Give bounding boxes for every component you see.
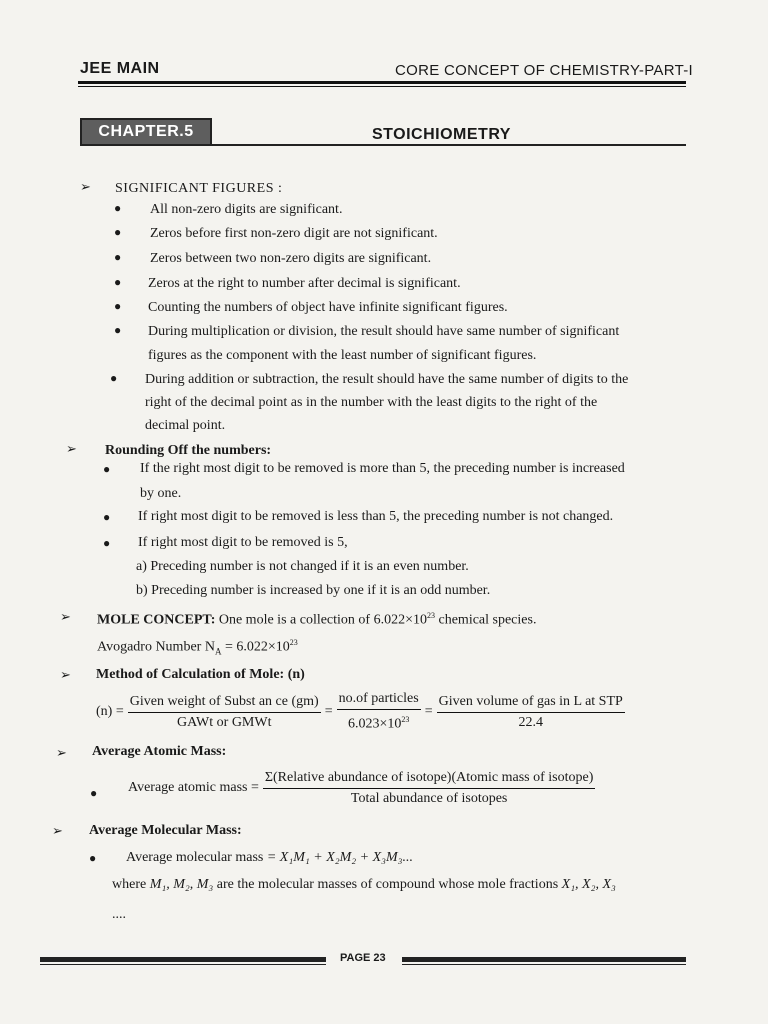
equals-sign: = <box>324 704 333 719</box>
section-heading-method: Method of Calculation of Mole: (n) <box>96 667 305 682</box>
atomic-mass-fraction <box>263 769 596 808</box>
arrow-bullet-icon: ➢ <box>80 180 91 195</box>
rounding-rule-2: If right most digit to be removed is less than 5, the preceding number is not changed. <box>138 509 614 524</box>
formula-lhs: (n) = <box>96 704 124 719</box>
where-mole-fractions: X₁, X₂, X₃ <box>561 877 616 892</box>
section-heading-rounding: Rounding Off the numbers: <box>105 443 272 458</box>
sig-fig-rule-2: Zeros before first non-zero digit are not significant. <box>150 226 438 241</box>
rounding-rule-3: If right most digit to be removed is 5, <box>138 535 348 550</box>
bullet-icon: ● <box>114 225 122 239</box>
fraction-weight-numerator: Given weight of Subst an ce (gm) <box>128 693 321 713</box>
avogadro-number <box>97 634 298 660</box>
bullet-icon: ● <box>110 371 118 385</box>
equals-sign: = <box>424 704 433 719</box>
page-number: PAGE 23 <box>340 952 386 964</box>
fraction-weight-denominator: GAWt or GMWt <box>176 714 272 730</box>
section-heading-sig-figures: SIGNIFICANT FIGURES : <box>115 181 283 196</box>
arrow-bullet-icon: ➢ <box>52 824 63 839</box>
arrow-bullet-icon: ➢ <box>60 610 71 625</box>
section-heading-molecular-mass: Average Molecular Mass: <box>89 823 242 838</box>
molecular-mass-formula <box>126 849 413 867</box>
sig-fig-rule-3: Zeros between two non-zero digits are significant. <box>150 251 432 266</box>
bullet-icon: ● <box>103 462 111 476</box>
footer-rule-right-thin <box>402 964 686 965</box>
molecular-mass-rhs: = X₁M₁ + X₂M₂ + X₃M₃... <box>266 850 414 865</box>
avogadro-subscript: A <box>214 646 222 657</box>
avogadro-value: = 6.022×10 <box>221 639 290 655</box>
fraction-volume <box>437 693 625 732</box>
rounding-rule-1-line-2: by one. <box>140 486 182 501</box>
mole-exponent: 23 <box>427 611 435 620</box>
fraction-particles <box>337 690 421 734</box>
bullet-icon: ● <box>114 275 122 289</box>
molecular-mass-where <box>112 876 616 894</box>
mole-formula <box>96 690 625 734</box>
molecular-mass-lhs: Average molecular mass <box>126 850 264 865</box>
fraction-volume-denominator: 22.4 <box>518 714 543 730</box>
sig-fig-rule-6-line-1: During multiplication or division, the result should have same number of significant <box>148 324 620 339</box>
rounding-rule-3b: b) Preceding number is increased by one if it is an odd number. <box>136 583 491 598</box>
header-rule <box>78 81 686 84</box>
sig-fig-rule-7-line-3: decimal point. <box>145 418 226 433</box>
arrow-bullet-icon: ➢ <box>60 668 71 683</box>
sig-fig-rule-6-line-2: figures as the component with the least number of significant figures. <box>148 348 537 363</box>
arrow-bullet-icon: ➢ <box>56 746 67 761</box>
mole-concept-text-post: chemical species. <box>435 612 537 628</box>
chapter-title: STOICHIOMETRY <box>372 126 511 143</box>
header-rule-thin <box>78 86 686 87</box>
where-label: where <box>112 877 150 892</box>
bullet-icon: ● <box>90 786 98 800</box>
rounding-rule-3a: a) Preceding number is not changed if it is an even number. <box>136 559 469 574</box>
particles-denominator-exponent: 23 <box>401 715 410 725</box>
footer-rule-left <box>40 957 326 962</box>
bullet-icon: ● <box>114 201 122 215</box>
header-left: JEE MAIN <box>80 60 160 77</box>
bullet-icon: ● <box>114 250 122 264</box>
bullet-icon: ● <box>114 323 122 337</box>
atomic-mass-numerator: Σ(Relative abundance of isotope)(Atomic mass of isotope) <box>263 769 596 789</box>
sig-fig-rule-1: All non-zero digits are significant. <box>150 202 343 217</box>
footer-rule-left-thin <box>40 964 326 965</box>
particles-denominator-base: 6.023×10 <box>347 716 402 732</box>
sig-fig-rule-4: Zeros at the right to number after decimal is significant. <box>148 276 461 291</box>
arrow-bullet-icon: ➢ <box>66 442 77 457</box>
footer-rule-right <box>402 957 686 962</box>
fraction-particles-denominator <box>346 710 411 734</box>
bullet-icon: ● <box>103 536 111 550</box>
atomic-mass-denominator: Total abundance of isotopes <box>350 790 508 806</box>
mole-concept-text: One mole is a collection of 6.022×10 <box>218 612 427 628</box>
bullet-icon: ● <box>114 299 122 313</box>
rounding-rule-1-line-1: If the right most digit to be removed is more than 5, the preceding number is increased <box>140 461 625 476</box>
where-text: are the molecular masses of compound whose mole fractions <box>213 877 562 892</box>
section-heading-mole: MOLE CONCEPT: <box>97 612 216 628</box>
sig-fig-rule-7-line-2: right of the decimal point as in the number with the least digits to the right of the <box>145 395 598 410</box>
header-right: CORE CONCEPT OF CHEMISTRY-PART-I <box>395 62 693 79</box>
bullet-icon: ● <box>103 510 111 524</box>
avogadro-exponent: 23 <box>289 638 298 647</box>
molecular-mass-dots: .... <box>112 907 126 922</box>
fraction-volume-numerator: Given volume of gas in L at STP <box>437 693 625 713</box>
sig-fig-rule-5: Counting the numbers of object have infinite significant figures. <box>148 300 508 315</box>
fraction-weight <box>128 693 321 732</box>
bullet-icon: ● <box>89 851 97 865</box>
chapter-badge: CHAPTER.5 <box>80 118 212 146</box>
mole-concept-line <box>97 607 536 630</box>
fraction-particles-numerator: no.of particles <box>337 690 421 710</box>
where-mass-vars: M₁, M₂, M₃ <box>149 877 214 892</box>
sig-fig-rule-7-line-1: During addition or subtraction, the result should have the same number of digits to the <box>145 372 629 387</box>
atomic-mass-formula <box>128 766 595 810</box>
avogadro-label: Avogadro Number N <box>97 639 215 655</box>
atomic-mass-lhs: Average atomic mass = <box>128 780 259 795</box>
section-heading-atomic-mass: Average Atomic Mass: <box>92 744 227 759</box>
chapter-rule <box>212 144 686 146</box>
